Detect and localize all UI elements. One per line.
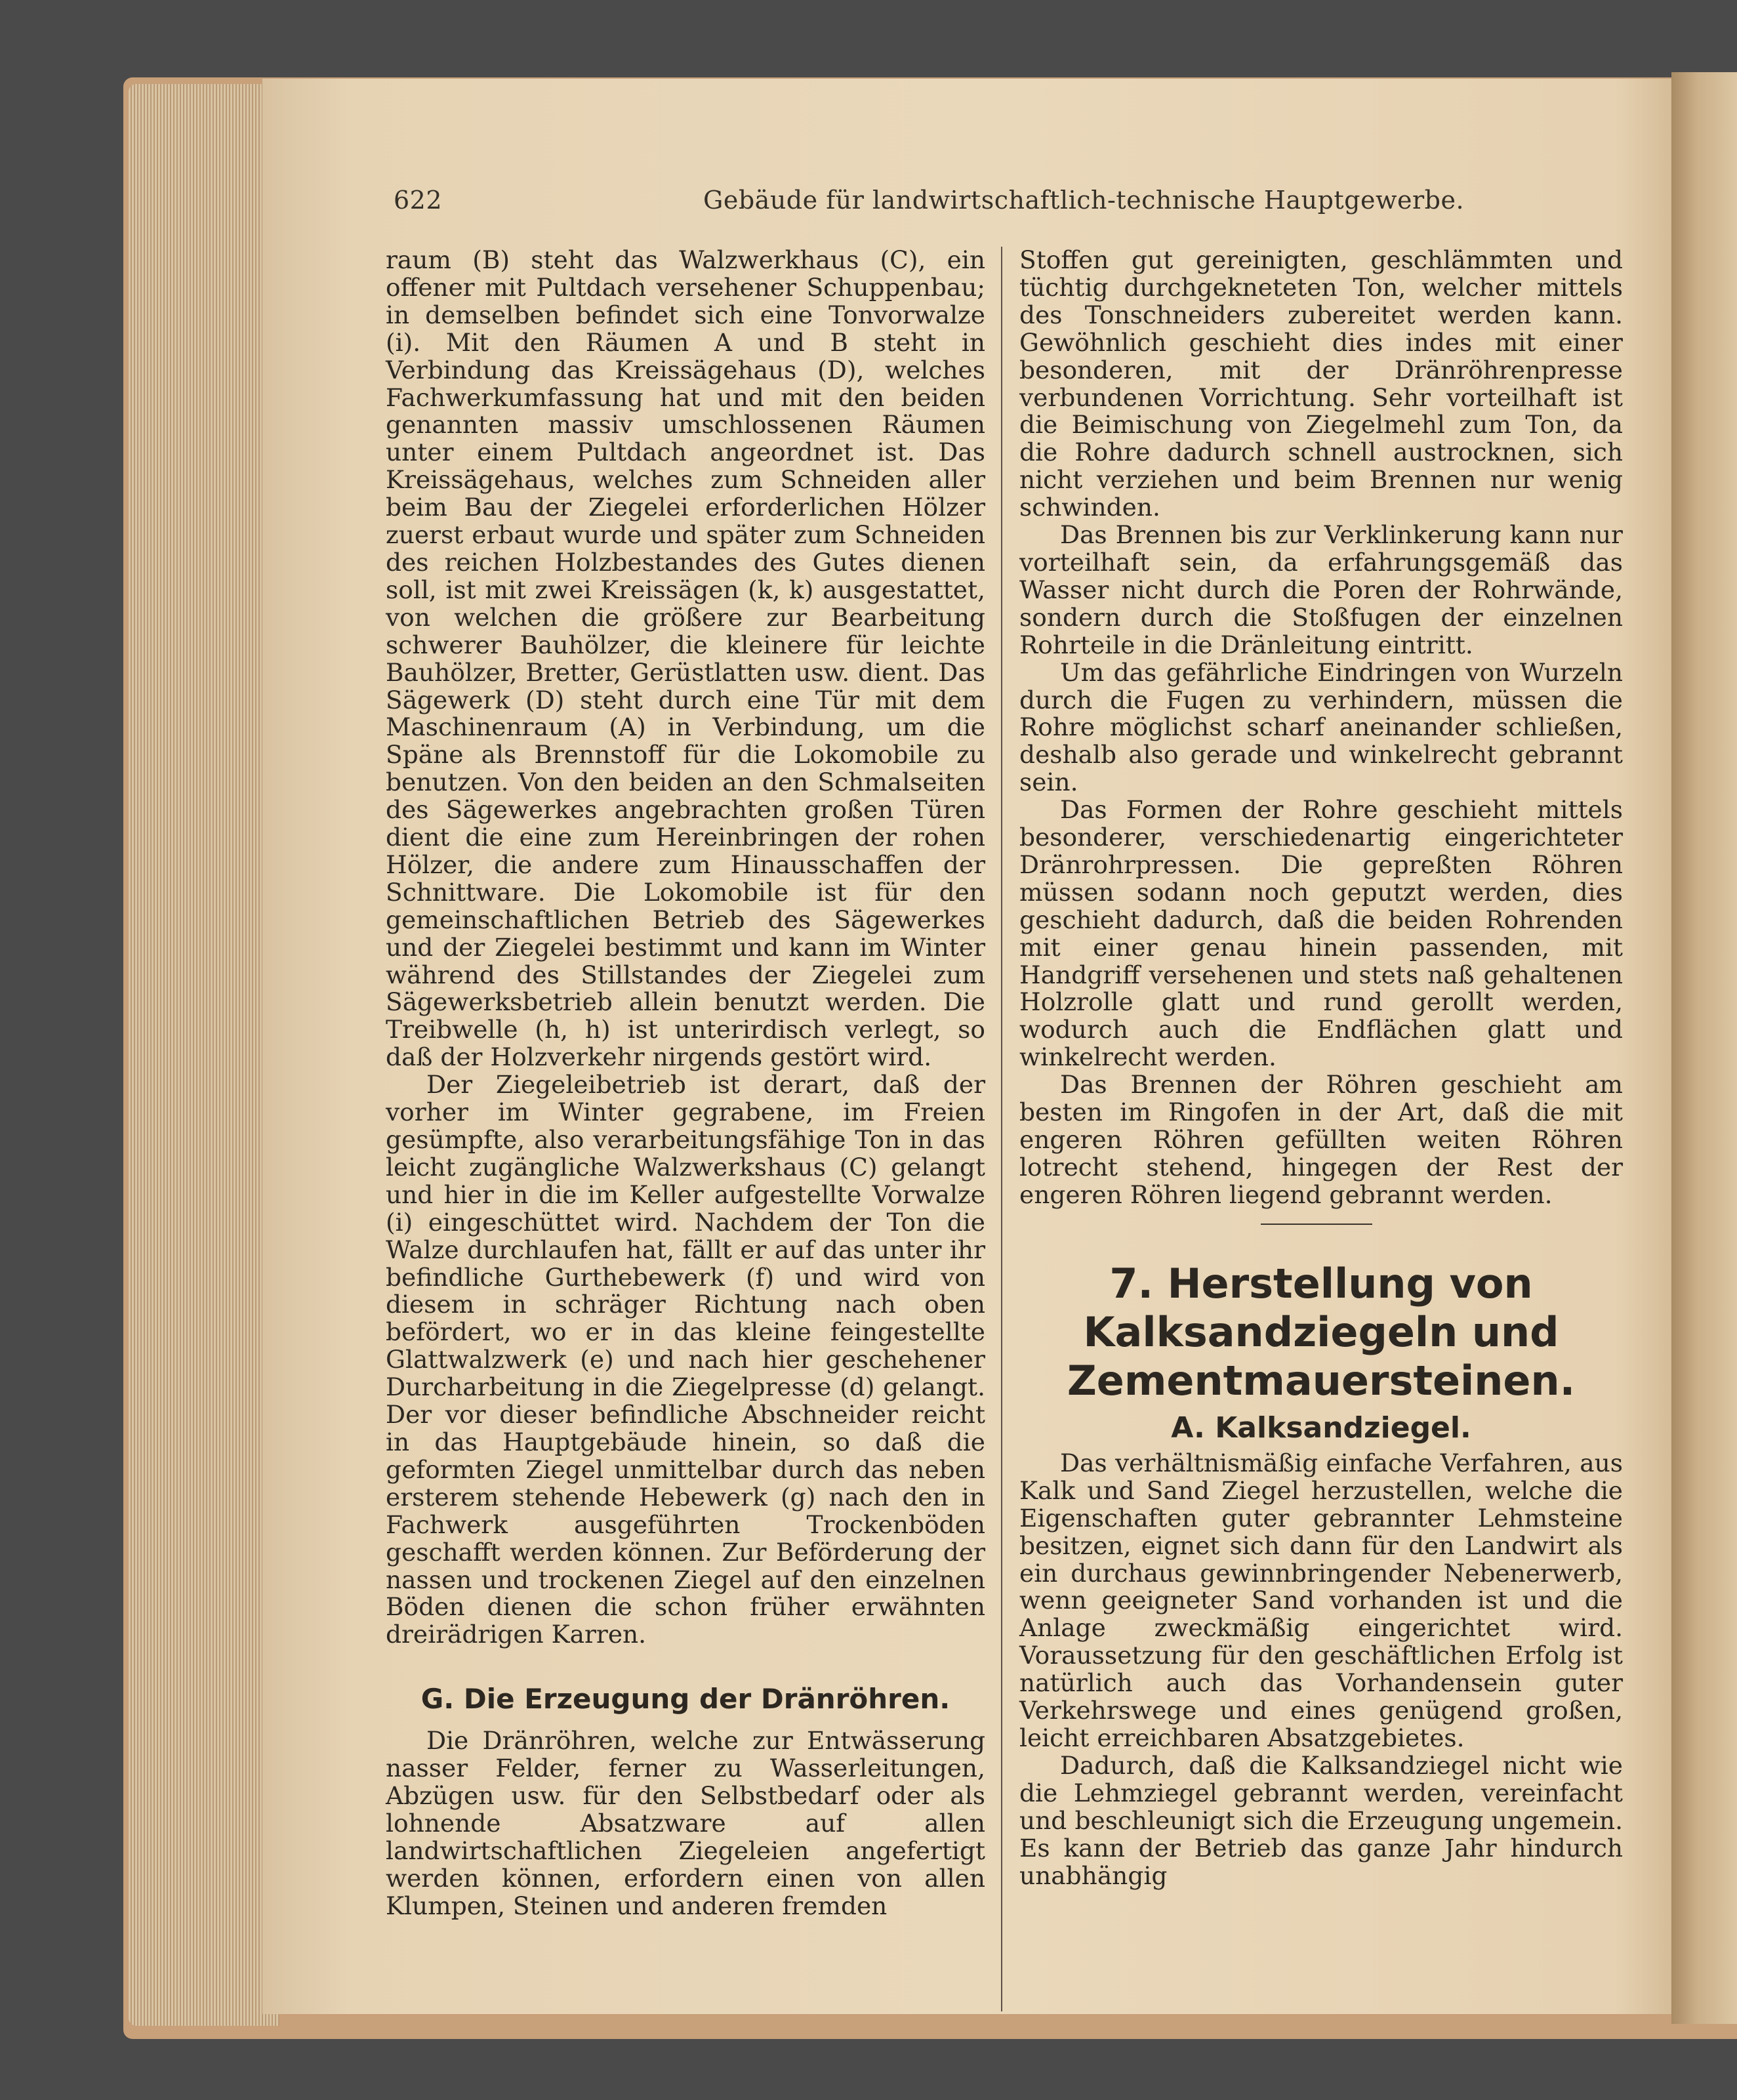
paragraph: Das verhältnismäßig einfache Verfahren, aus Kalk und Sand Ziegel herzustellen, welche die Eigenschaften guter gebrannter Lehmsteine besitzen, eignet sich dann für den Landwirt als ein durchaus gewinnbringender Nebenerwerb, wenn geeigneter Sand vorhanden ist und die Anlage zweckmäßig eingerichtet wird. Voraussetzung für den geschäftlichen Erfolg ist natürlich auch das Vorhandensein guter Verkehrswege und eines genügend großen, leicht erreichbaren Absatzgebietes. [1019,1448,1623,1752]
chapter-heading: 7. Herstellung von Kalksandziegeln und Zementmauersteinen. [1067,1260,1576,1405]
facing-page-edge [1671,72,1737,2024]
paragraph: Stoffen gut gereinigten, geschlämmten und tüchtig durchgekneteten Ton, welcher mittels des Tonschneiders zubereitet werden kann. Gewöhnlich geschieht dies indes mit einer besonderen, mit der Dränröhrenpresse verbundenen Vorrichtung. Sehr vorteilhaft ist die Beimischung von Ziegelmehl zum Ton, da die Rohre dadurch schnell austrocknen, sich nicht verziehen und beim Brennen nur wenig schwinden. [1019,245,1623,522]
paragraph: Der Ziegeleibetrieb ist derart, daß der vorher im Winter gegrabene, im Freien gesümpfte, also verarbeitungsfähige Ton in das leicht zugängliche Walzwerkshaus (C) gelangt und hier in die im Keller aufgestellte Vorwalze (i) eingeschüttet wird. Nachdem der Ton die Walze durchlaufen hat, fällt er auf das unter ihr befindliche Gurthebewerk (f) und wird von diesem in schräger Richtung nach oben befördert, wo er in das kleine feingestellte Glattwalzwerk (e) und nach hier geschehener Durcharbeitung in die Ziegelpresse (d) gelangt. Der vor dieser befindliche Abschneider reicht in das Hauptgebäude hinein, so daß die geformten Ziegel unmittelbar durch das neben ersterem stehende Hebewerk (g) nach den in Fachwerk ausgeführten Trockenböden geschafft werden können. Zur Beförderung der nassen und trockenen Ziegel auf den einzelnen Böden dienen die schon früher erwähnten dreirädrigen Karren. [386,1070,985,1649]
page-header [394,186,1614,225]
left-column [386,247,985,1920]
section-separator [1261,1224,1372,1225]
paragraph: Das Brennen der Röhren geschieht am besten im Ringofen in der Art, daß die mit engeren Röhren gefüllten weiten Röhren lotrecht stehend, hingegen der Rest der engeren Röhren liegend gebrannt werden. [1019,1070,1623,1209]
right-column-upper [1019,247,1623,1209]
paragraph: Dadurch, daß die Kalksandziegel nicht wie die Lehmziegel gebrannt werden, vereinfacht und beschleunigt sich die Erzeugung ungemein. Es kann der Betrieb das ganze Jahr hindurch unabhängig [1019,1750,1623,1890]
subsection-heading: A. Kalksandziegel. [1171,1411,1471,1445]
paragraph: Die Dränröhren, welche zur Entwässerung nasser Felder, ferner zu Wasserleitungen, Abzügen usw. für den Selbstbedarf oder als lohnende Absatzware auf allen landwirtschaftlichen Ziegeleien angefertigt werden können, erfordern einen von allen Klumpen, Steinen und anderen fremden [386,1726,985,1920]
paragraph: Um das gefährliche Eindringen von Wurzeln durch die Fugen zu verhindern, müssen die Rohre möglichst scharf aneinander schließen, deshalb also gerade und winkelrecht gebrannt sein. [1019,657,1623,797]
page-edges [129,84,279,2026]
page-number: 622 [394,186,443,215]
column-divider [1001,247,1002,2011]
right-column-lower [1019,1260,1623,1889]
section-heading-g: G. Die Erzeugung der Dränröhren. [420,1683,950,1716]
paragraph: Das Brennen bis zur Verklinkerung kann nur vorteilhaft sein, da erfahrungsgemäß das Wasser nicht durch die Poren der Rohrwände, sondern durch die Stoßfugen der einzelnen Rohrteile in die Dränleitung eintritt. [1019,520,1623,659]
paragraph: raum (B) steht das Walzwerkhaus (C), ein offener mit Pultdach versehener Schuppenbau; in demselben befindet sich eine Tonvorwalze (i). Mit den Räumen A und B steht in Verbindung das Kreissägehaus (D), welches Fachwerkumfassung hat und mit den beiden genannten massiv umschlossenen Räumen unter einem Pultdach angeordnet ist. Das Kreissägehaus, welches zum Schneiden aller beim Bau der Ziegelei erforderlichen Hölzer zuerst erbaut wurde und später zum Schneiden des reichen Holzbestandes des Gutes dienen soll, ist mit zwei Kreissägen (k, k) ausgestattet, von welchen die größere zur Bearbeitung schwerer Bauhölzer, die kleinere für leichte Bauhölzer, Bretter, Gerüstlatten usw. dient. Das Sägewerk (D) steht durch eine Tür mit dem Maschinenraum (A) in Verbindung, um die Späne als Brennstoff für die Lokomobile zu benutzen. Von den beiden an den Schmalseiten des Sägewerkes angebrachten großen Türen dient die eine zum Hereinbringen der rohen Hölzer, die andere zum Hinausschaffen der Schnittware. Die Lokomobile ist für den gemeinschaftlichen Betrieb des Sägewerkes und der Ziegelei bestimmt und kann im Winter während des Stillstandes der Ziegelei zum Sägewerksbetrieb allein benutzt werden. Die Treibwelle (h, h) ist unterirdisch verlegt, so daß der Holzverkehr nirgends gestört wird. [386,245,985,1072]
paragraph: Das Formen der Rohre geschieht mittels besonderer, verschiedenartig eingerichteter Dränrohrpressen. Die gepreßten Röhren müssen sodann noch geputzt werden, dies geschieht dadurch, daß die beiden Rohrenden mit einer genau hinein passenden, mit Handgriff versehenen und stets naß gehaltenen Holzrolle glatt und rund gerollt werden, wodurch auch die Endflächen glatt und winkelrecht werden. [1019,795,1623,1072]
running-title: Gebäude für landwirtschaftlich-technische Hauptgewerbe. [703,186,1465,215]
